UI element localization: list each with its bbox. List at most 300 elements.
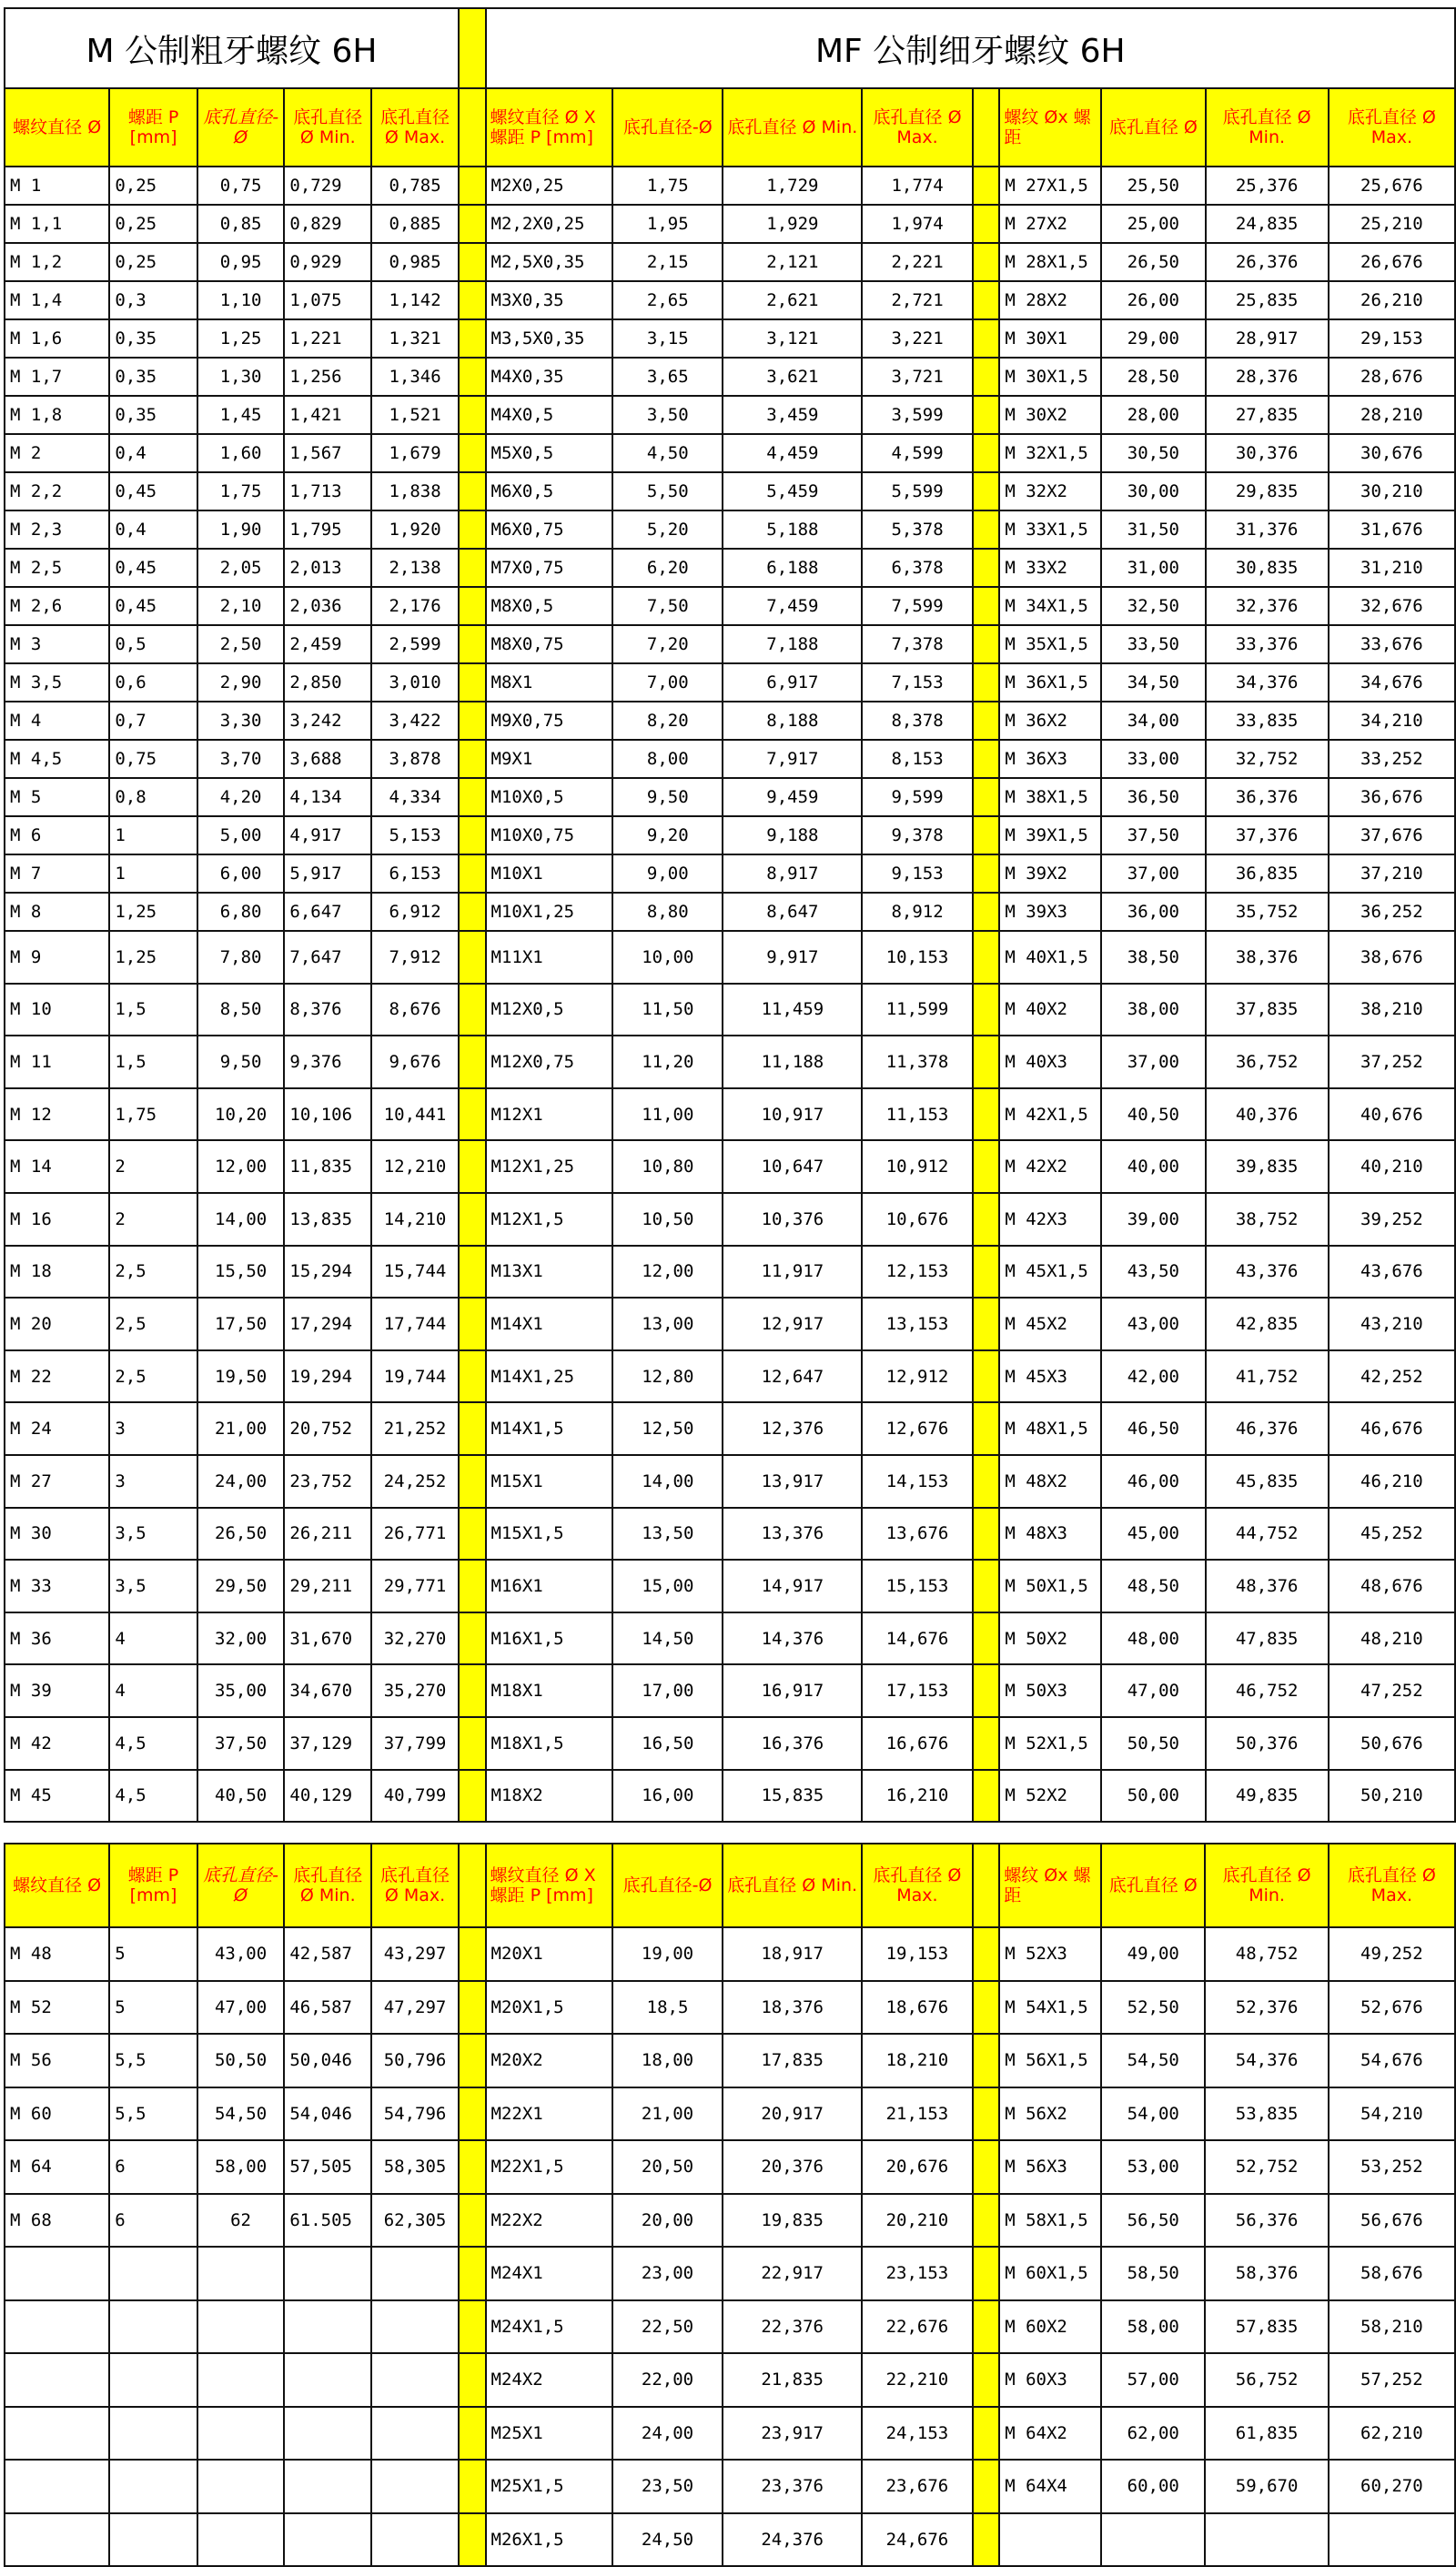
table-row (5, 1664, 1455, 1717)
table-cell: 43,50 (1101, 1246, 1205, 1299)
table-cell: 13,376 (723, 1508, 862, 1561)
table-cell: M9X0,75 (486, 702, 613, 740)
table-cell: 9,50 (612, 778, 723, 816)
table-cell: M 22 (5, 1350, 109, 1403)
table-cell: M 7 (5, 854, 109, 893)
table-cell: 50,376 (1206, 1717, 1329, 1770)
table-cell: 6,378 (862, 549, 972, 587)
table-cell: 37,00 (1101, 854, 1205, 893)
table-cell: M 58X1,5 (999, 2194, 1101, 2248)
table-cell: 39,00 (1101, 1193, 1205, 1246)
table-cell: M20X2 (486, 2034, 612, 2087)
table-cell: M 6 (5, 816, 109, 854)
table-row (5, 1402, 1455, 1455)
table-cell: 28,676 (1329, 358, 1455, 396)
yellow-separator (973, 2513, 1000, 2567)
yellow-separator (973, 1612, 1000, 1665)
table-row (5, 984, 1455, 1036)
column-header: 底孔直径 Ø Max. (862, 1844, 972, 1927)
table-cell: 0,75 (197, 167, 285, 205)
table-cell: 3,15 (612, 319, 723, 358)
table-cell: 12,676 (862, 1402, 972, 1455)
yellow-separator (459, 396, 486, 434)
table-cell: 1,521 (371, 396, 459, 434)
yellow-separator (973, 893, 1000, 931)
table-cell: 38,210 (1329, 984, 1455, 1036)
table-cell: 11,188 (723, 1036, 862, 1088)
table-cell: M25X1,5 (486, 2460, 612, 2513)
table-cell: 50,210 (1329, 1770, 1455, 1823)
table-cell: 10,647 (723, 1140, 862, 1193)
table-cell: 1,5 (109, 984, 197, 1036)
table-cell: 33,835 (1206, 702, 1329, 740)
table-cell: 0,45 (109, 472, 197, 510)
table-cell: 32,00 (197, 1612, 285, 1665)
table-cell: M 40X3 (999, 1036, 1101, 1088)
table-cell: 42,835 (1206, 1298, 1329, 1350)
table-cell: M 50X2 (999, 1612, 1101, 1665)
table-cell: M 1,1 (5, 205, 109, 243)
table-cell: M 33X2 (999, 549, 1101, 587)
yellow-separator (973, 358, 1000, 396)
column-header: 底孔直径 Ø (1101, 1844, 1205, 1927)
table-cell: M 8 (5, 893, 109, 931)
yellow-separator (973, 1844, 1000, 1927)
table-cell: 7,153 (862, 663, 972, 702)
table-cell: 47,252 (1329, 1664, 1455, 1717)
table-cell: 33,676 (1329, 625, 1455, 663)
table-cell: 9,459 (723, 778, 862, 816)
table-cell: M 10 (5, 984, 109, 1036)
table-cell: 62 (197, 2194, 285, 2248)
table-cell (5, 2300, 109, 2354)
table-cell: M 52X2 (999, 1770, 1101, 1823)
table-cell: 39,252 (1329, 1193, 1455, 1246)
table-cell: M 28X2 (999, 281, 1101, 319)
table-cell: M20X1,5 (486, 1981, 612, 2035)
table-cell: 15,153 (862, 1560, 972, 1612)
table-cell (1205, 2513, 1328, 2567)
table-cell: M 9 (5, 931, 109, 984)
table-row (5, 2087, 1455, 2141)
table-cell: M 48X2 (999, 1455, 1101, 1508)
yellow-separator (459, 1981, 486, 2035)
table-cell (371, 2247, 459, 2300)
table-cell: 9,50 (197, 1036, 285, 1088)
table-cell: M 1,4 (5, 281, 109, 319)
table-cell: 5,5 (109, 2034, 197, 2087)
yellow-separator (459, 984, 486, 1036)
table-cell: 58,50 (1101, 2247, 1205, 2300)
table-cell: 44,752 (1206, 1508, 1329, 1561)
table-cell: 14,917 (723, 1560, 862, 1612)
yellow-separator (459, 1717, 486, 1770)
table-cell: M6X0,5 (486, 472, 613, 510)
table-cell: M4X0,5 (486, 396, 613, 434)
table-cell: M24X1 (486, 2247, 612, 2300)
column-header: 底孔直径-Ø (197, 88, 285, 167)
coarse-thread-title: M 公制粗牙螺纹 6H (5, 8, 459, 88)
table-cell: 15,00 (612, 1560, 723, 1612)
table-cell: 38,50 (1101, 931, 1205, 984)
table-cell: 43,376 (1206, 1246, 1329, 1299)
table-cell: 48,50 (1101, 1560, 1205, 1612)
table-cell: 22,676 (862, 2300, 972, 2354)
table-row (5, 2140, 1455, 2194)
table-cell: 11,599 (862, 984, 972, 1036)
column-header: 底孔直径 Ø Max. (1329, 88, 1455, 167)
table-cell: 41,752 (1206, 1350, 1329, 1403)
table-cell: 27,835 (1206, 396, 1329, 434)
table-cell: 1,774 (862, 167, 972, 205)
table-cell: M3X0,35 (486, 281, 613, 319)
table-cell: M5X0,5 (486, 434, 613, 472)
table-cell: 2,138 (371, 549, 459, 587)
table-cell: M 1 (5, 167, 109, 205)
table-cell: 6,912 (371, 893, 459, 931)
table-row (5, 549, 1455, 587)
table-cell: 54,50 (1101, 2034, 1205, 2087)
table-cell: 1,075 (284, 281, 371, 319)
table-cell: M18X1 (486, 1664, 613, 1717)
table-cell: 17,153 (862, 1664, 972, 1717)
yellow-separator (973, 1770, 1000, 1823)
table-cell: 49,252 (1329, 1927, 1455, 1981)
table-cell: 29,771 (371, 1560, 459, 1612)
table-cell: 58,376 (1205, 2247, 1328, 2300)
table-cell: 9,188 (723, 816, 862, 854)
table-cell: 8,188 (723, 702, 862, 740)
header-row (5, 1844, 1455, 1927)
table-cell (1101, 2513, 1205, 2567)
table-cell: M6X0,75 (486, 510, 613, 549)
table-cell: 45,00 (1101, 1508, 1205, 1561)
table-cell: 1,142 (371, 281, 459, 319)
table-cell (109, 2407, 197, 2461)
table-cell: 52,376 (1205, 1981, 1328, 2035)
table-cell: 8,00 (612, 740, 723, 778)
table-cell: M14X1,25 (486, 1350, 613, 1403)
table-cell: 13,835 (284, 1193, 371, 1246)
yellow-separator (973, 167, 1000, 205)
table-cell: 37,210 (1329, 854, 1455, 893)
table-cell: M 24 (5, 1402, 109, 1455)
column-header: 螺纹 Øx 螺距 (999, 1844, 1101, 1927)
table-cell: M 32X2 (999, 472, 1101, 510)
table-row (5, 1717, 1455, 1770)
table-cell: 40,129 (284, 1770, 371, 1823)
column-header: 底孔直径 Ø Max. (371, 88, 459, 167)
table-cell: 33,376 (1206, 625, 1329, 663)
yellow-separator (973, 625, 1000, 663)
yellow-separator (973, 663, 1000, 702)
table-cell: 1 (109, 816, 197, 854)
yellow-separator (459, 1455, 486, 1508)
table-cell: 0,3 (109, 281, 197, 319)
table-cell: 11,20 (612, 1036, 723, 1088)
table-cell: M 56 (5, 2034, 109, 2087)
table-cell: 2 (109, 1193, 197, 1246)
coarse-fine-thread-table-2 (4, 1843, 1456, 2567)
table-cell: 3,422 (371, 702, 459, 740)
table-cell: 1,25 (197, 319, 285, 358)
table-cell: 45,835 (1206, 1455, 1329, 1508)
table-cell: 4,599 (862, 434, 972, 472)
table-row (5, 243, 1455, 281)
table-cell (197, 2353, 285, 2407)
table-cell (999, 2513, 1101, 2567)
table-cell (5, 2407, 109, 2461)
table-cell: 23,676 (862, 2460, 972, 2513)
yellow-separator (973, 1246, 1000, 1299)
yellow-separator (459, 1298, 486, 1350)
table-row (5, 1036, 1455, 1088)
table-cell: 8,153 (862, 740, 972, 778)
table-cell: 30,676 (1329, 434, 1455, 472)
table-row (5, 1508, 1455, 1561)
table-cell: 47,297 (371, 1981, 459, 2035)
table-cell: 61.505 (284, 2194, 371, 2248)
table-cell: 16,00 (612, 1770, 723, 1823)
table-cell: 42,252 (1329, 1350, 1455, 1403)
table-row (5, 2460, 1455, 2513)
table-cell: 29,153 (1329, 319, 1455, 358)
table-cell: 1,75 (197, 472, 285, 510)
table-cell: 22,50 (612, 2300, 723, 2354)
yellow-separator (459, 1664, 486, 1717)
table-cell: 40,676 (1329, 1088, 1455, 1141)
table-cell: M 27X1,5 (999, 167, 1101, 205)
table-cell: M 30X2 (999, 396, 1101, 434)
table-cell: 7,00 (612, 663, 723, 702)
table-cell: 32,752 (1206, 740, 1329, 778)
table-cell: 1,10 (197, 281, 285, 319)
table-cell: 35,270 (371, 1664, 459, 1717)
table-cell: 30,835 (1206, 549, 1329, 587)
yellow-separator (973, 2300, 1000, 2354)
table-cell: 26,210 (1329, 281, 1455, 319)
table-cell: 8,676 (371, 984, 459, 1036)
table-cell: 33,252 (1329, 740, 1455, 778)
table-cell: 1,75 (109, 1088, 197, 1141)
table-cell: M 39X1,5 (999, 816, 1101, 854)
table-cell: 10,376 (723, 1193, 862, 1246)
table-cell: M 27 (5, 1455, 109, 1508)
table-cell: 34,376 (1206, 663, 1329, 702)
yellow-separator (459, 281, 486, 319)
table-cell: 4,5 (109, 1717, 197, 1770)
table-cell (5, 2353, 109, 2407)
table-cell: 5 (109, 1981, 197, 2035)
table-cell: 15,744 (371, 1246, 459, 1299)
table-cell: 2,5 (109, 1298, 197, 1350)
table-cell: 31,670 (284, 1612, 371, 1665)
table-row (5, 1770, 1455, 1823)
table-cell: 37,50 (1101, 816, 1205, 854)
table-cell: 25,376 (1206, 167, 1329, 205)
table-row (5, 625, 1455, 663)
table-row (5, 931, 1455, 984)
yellow-separator (973, 1717, 1000, 1770)
table-cell: 12,153 (862, 1246, 972, 1299)
table-cell: M 4,5 (5, 740, 109, 778)
table-cell: 30,210 (1329, 472, 1455, 510)
table-cell: M16X1,5 (486, 1612, 613, 1665)
yellow-separator (973, 205, 1000, 243)
yellow-separator (459, 2513, 486, 2567)
table-cell: 1,95 (612, 205, 723, 243)
table-cell: 1,321 (371, 319, 459, 358)
table-cell (284, 2353, 371, 2407)
table-cell (109, 2353, 197, 2407)
table-cell: M13X1 (486, 1246, 613, 1299)
table-cell: 36,376 (1206, 778, 1329, 816)
table-cell: 16,376 (723, 1717, 862, 1770)
table-cell: 0,35 (109, 319, 197, 358)
table-cell: 20,917 (723, 2087, 862, 2141)
column-header: 底孔直径-Ø (612, 1844, 723, 1927)
table-cell: 37,129 (284, 1717, 371, 1770)
table-cell: M 36X2 (999, 702, 1101, 740)
table-row (5, 2300, 1455, 2354)
yellow-separator (973, 931, 1000, 984)
table-cell: 42,587 (284, 1927, 371, 1981)
table-cell: 21,00 (612, 2087, 723, 2141)
table-cell: 33,00 (1101, 740, 1205, 778)
table-cell: 3,010 (371, 663, 459, 702)
table-cell: 9,676 (371, 1036, 459, 1088)
yellow-separator (973, 854, 1000, 893)
table-cell: 7,378 (862, 625, 972, 663)
table-cell: 18,5 (612, 1981, 723, 2035)
table-row (5, 702, 1455, 740)
yellow-separator (973, 1402, 1000, 1455)
table-cell: 2,221 (862, 243, 972, 281)
table-cell: 9,20 (612, 816, 723, 854)
table-cell: M 2,5 (5, 549, 109, 587)
table-cell: M16X1 (486, 1560, 613, 1612)
table-cell: 6,647 (284, 893, 371, 931)
table-cell: 9,378 (862, 816, 972, 854)
table-row (5, 396, 1455, 434)
table-row (5, 472, 1455, 510)
table-cell: 14,00 (197, 1193, 285, 1246)
yellow-separator (459, 205, 486, 243)
table-cell: 3,621 (723, 358, 862, 396)
table-cell: 4,134 (284, 778, 371, 816)
table-cell: 1,60 (197, 434, 285, 472)
table-cell: 61,835 (1205, 2407, 1328, 2461)
yellow-separator (459, 740, 486, 778)
table-cell: M 40X1,5 (999, 931, 1101, 984)
table-cell: M8X0,75 (486, 625, 613, 663)
table-cell: 0,45 (109, 549, 197, 587)
yellow-separator (459, 1193, 486, 1246)
column-header: 底孔直径 Ø Min. (723, 1844, 862, 1927)
table-cell: 1,838 (371, 472, 459, 510)
table-row (5, 510, 1455, 549)
yellow-separator (459, 587, 486, 625)
column-header: 底孔直径 Ø (1101, 88, 1205, 167)
table-cell: M12X1,25 (486, 1140, 613, 1193)
table-cell: 7,917 (723, 740, 862, 778)
table-cell: 15,294 (284, 1246, 371, 1299)
table-cell: 12,80 (612, 1350, 723, 1403)
table-cell: 38,752 (1206, 1193, 1329, 1246)
table-cell: M9X1 (486, 740, 613, 778)
table-cell: 40,50 (1101, 1088, 1205, 1141)
table-cell: 2,50 (197, 625, 285, 663)
table-cell: 5,599 (862, 472, 972, 510)
table-row (5, 1350, 1455, 1403)
table-cell: 5,00 (197, 816, 285, 854)
table-cell: 2,5 (109, 1350, 197, 1403)
table-cell: 8,912 (862, 893, 972, 931)
table-cell: 56,752 (1205, 2353, 1328, 2407)
table-cell: 57,505 (284, 2140, 371, 2194)
table-cell: 26,211 (284, 1508, 371, 1561)
table-cell: 23,917 (723, 2407, 862, 2461)
yellow-separator (973, 2140, 1000, 2194)
table-cell: 2,036 (284, 587, 371, 625)
table-cell: 0,4 (109, 510, 197, 549)
yellow-separator (459, 1402, 486, 1455)
table-cell: 2,176 (371, 587, 459, 625)
yellow-separator (973, 1455, 1000, 1508)
table-cell: M 52X3 (999, 1927, 1101, 1981)
table-cell: M3,5X0,35 (486, 319, 613, 358)
table-cell: 3,221 (862, 319, 972, 358)
table-cell: 1,5 (109, 1036, 197, 1088)
table-cell: 1,729 (723, 167, 862, 205)
table-cell: 21,153 (862, 2087, 972, 2141)
yellow-separator (973, 816, 1000, 854)
table-cell: 24,835 (1206, 205, 1329, 243)
table-cell: 54,376 (1205, 2034, 1328, 2087)
table-cell: 36,00 (1101, 893, 1205, 931)
yellow-separator (973, 396, 1000, 434)
yellow-separator (459, 1508, 486, 1561)
table-cell: M 38X1,5 (999, 778, 1101, 816)
table-cell: 57,252 (1329, 2353, 1455, 2407)
table-cell: 10,106 (284, 1088, 371, 1141)
table-cell: M 48X3 (999, 1508, 1101, 1561)
table-cell: 23,752 (284, 1455, 371, 1508)
table-row (5, 1927, 1455, 1981)
table-row (5, 434, 1455, 472)
table-cell: 50,50 (1101, 1717, 1205, 1770)
table-cell: 3 (109, 1402, 197, 1455)
table-cell: 18,00 (612, 2034, 723, 2087)
table-cell: 0,829 (284, 205, 371, 243)
table-row (5, 1088, 1455, 1141)
table-cell: 34,210 (1329, 702, 1455, 740)
table-cell: M12X1,5 (486, 1193, 613, 1246)
yellow-separator (973, 587, 1000, 625)
table-cell: 2,850 (284, 663, 371, 702)
table-cell: 8,50 (197, 984, 285, 1036)
table-cell: 13,917 (723, 1455, 862, 1508)
table-cell: M25X1 (486, 2407, 612, 2461)
yellow-separator (973, 243, 1000, 281)
table-cell: 25,676 (1329, 167, 1455, 205)
table-cell: M 27X2 (999, 205, 1101, 243)
table-cell: 19,835 (723, 2194, 862, 2248)
table-cell: 24,252 (371, 1455, 459, 1508)
table-cell: 0,985 (371, 243, 459, 281)
table-cell: 18,210 (862, 2034, 972, 2087)
table-cell: 10,917 (723, 1088, 862, 1141)
